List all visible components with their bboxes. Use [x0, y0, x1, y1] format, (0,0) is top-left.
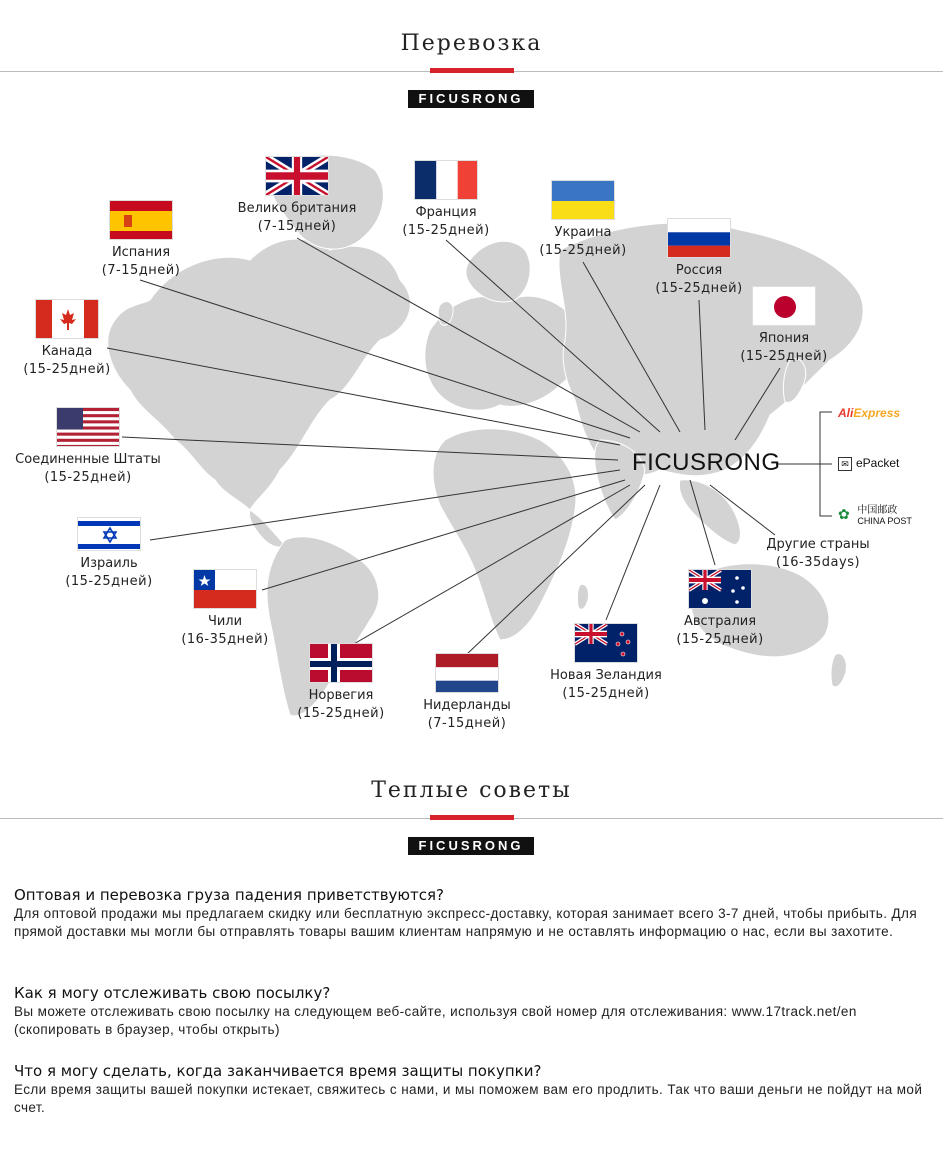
country-name: Велико британия	[237, 201, 357, 216]
delivery-days: (15-25дней)	[676, 632, 764, 647]
country-name: Норвегия	[308, 688, 374, 703]
country-name: Украина	[554, 225, 612, 240]
country-name: Нидерланды	[423, 698, 511, 713]
country-other	[752, 532, 884, 572]
tips-accent-bar	[430, 815, 514, 820]
delivery-days: (15-25дней)	[65, 574, 153, 589]
tip-answer: Для оптовой продажи мы предлагаем скидку или бесплатную экспресс-доставку, которая занимает всего 3-7 дней, чтобы прибыть. Для прямой доставки мы могли бы отправлять товары вашим клиентам напрямую и не оставлять информацию о нас, если вы захотите.	[14, 906, 918, 939]
epacket-label: ePacket	[856, 456, 900, 470]
russia-flag-icon	[667, 218, 731, 258]
tips-brand-label: FICUSRONG	[408, 837, 534, 855]
delivery-days: (15-25дней)	[402, 223, 490, 238]
delivery-days: (15-25дней)	[562, 686, 650, 701]
country-name: Япония	[758, 331, 810, 346]
country-name: Соединенные Штаты	[15, 452, 161, 467]
carrier-bracket	[820, 412, 832, 516]
country-usa	[0, 407, 176, 487]
tip-protection	[14, 1062, 929, 1117]
canada-flag-icon	[35, 299, 99, 339]
japan-flag-icon	[752, 286, 816, 326]
country-israel	[58, 517, 160, 591]
netherlands-flag-icon	[435, 653, 499, 693]
tip-question: Как я могу отслеживать свою посылку?	[14, 984, 331, 1002]
country-name: Другие страны	[766, 537, 870, 552]
usa-flag-icon	[56, 407, 120, 447]
norway-flag-icon	[309, 643, 373, 683]
delivery-days: (16-35days)	[775, 555, 861, 570]
country-france	[395, 160, 497, 240]
tip-answer: Если время защиты вашей покупки истекает, свяжитесь с нами, и мы поможем вам его продлить. Так что ваши деньги не пойдут на мой счет.	[14, 1082, 923, 1115]
delivery-days: (7-15дней)	[427, 716, 507, 731]
country-name: Чили	[207, 614, 243, 629]
madagascar-shape	[577, 584, 588, 609]
delivery-days: (15-25дней)	[740, 349, 828, 364]
country-uk	[230, 156, 364, 236]
france-flag-icon	[414, 160, 478, 200]
country-name: Австралия	[683, 614, 757, 629]
chile-flag-icon	[193, 569, 257, 609]
delivery-days: (15-25дней)	[23, 362, 111, 377]
southeast-asia-shape	[679, 480, 740, 545]
china-post-cn-label: 中国邮政	[857, 505, 898, 516]
shipping-title: Перевозка	[400, 31, 543, 56]
aliexpress-logo	[838, 406, 900, 420]
ukraine-flag-icon	[551, 180, 615, 220]
tip-question: Оптовая и перевозка груза падения приветствуются?	[14, 886, 445, 904]
epacket-icon: ✉	[838, 457, 852, 471]
country-netherlands	[410, 653, 524, 733]
tips-title: Теплые советы	[371, 778, 572, 803]
delivery-days: (7-15дней)	[257, 219, 337, 234]
shipping-brand-label: FICUSRONG	[408, 90, 534, 108]
tip-answer: Вы можете отслеживать свою посылку на следующем веб-сайте, используя свой номер для отслеживания: www.17track.net/en (скопировать в браузер, чтобы открыть)	[14, 1004, 857, 1037]
new-zealand-flag-icon	[574, 623, 638, 663]
tip-question: Что я могу сделать, когда заканчивается время защиты покупки?	[14, 1062, 542, 1080]
country-name: Канада	[41, 344, 93, 359]
spain-flag-icon	[109, 200, 173, 240]
tip-tracking	[14, 984, 929, 1039]
epacket-logo	[838, 456, 899, 471]
central-america-shape	[249, 510, 285, 547]
israel-flag-icon	[77, 517, 141, 551]
aliexpress-logo-part-b: Express	[853, 406, 901, 420]
country-norway	[290, 643, 392, 723]
country-name: Испания	[111, 245, 171, 260]
uk-flag-icon	[265, 156, 329, 196]
new-zealand-shape	[831, 654, 846, 687]
hub-label: FICUSRONG	[632, 449, 781, 476]
scandinavia-shape	[466, 241, 530, 302]
delivery-days: (15-25дней)	[655, 281, 743, 296]
australia-flag-icon	[688, 569, 752, 609]
delivery-days: (15-25дней)	[44, 470, 132, 485]
country-chile	[174, 569, 276, 649]
tip-wholesale	[14, 886, 929, 941]
country-name: Новая Зеландия	[550, 668, 662, 683]
delivery-days: (16-35дней)	[181, 632, 269, 647]
china-post-en-label: CHINA POST	[857, 516, 912, 526]
delivery-days: (15-25дней)	[297, 706, 385, 721]
africa-shape	[433, 429, 576, 640]
country-ukraine	[532, 180, 634, 260]
aliexpress-logo-part-a: Ali	[838, 406, 854, 420]
country-name: Израиль	[80, 556, 138, 571]
country-australia	[668, 569, 772, 649]
delivery-days: (15-25дней)	[539, 243, 627, 258]
country-japan	[733, 286, 835, 366]
china-post-icon: ✿	[838, 506, 850, 522]
country-canada	[16, 299, 118, 379]
country-name: Франция	[415, 205, 477, 220]
country-spain	[90, 200, 192, 280]
country-name: Россия	[675, 263, 723, 278]
china-post-logo	[838, 505, 912, 527]
country-newzealand	[538, 623, 674, 703]
delivery-days: (7-15дней)	[101, 263, 181, 278]
